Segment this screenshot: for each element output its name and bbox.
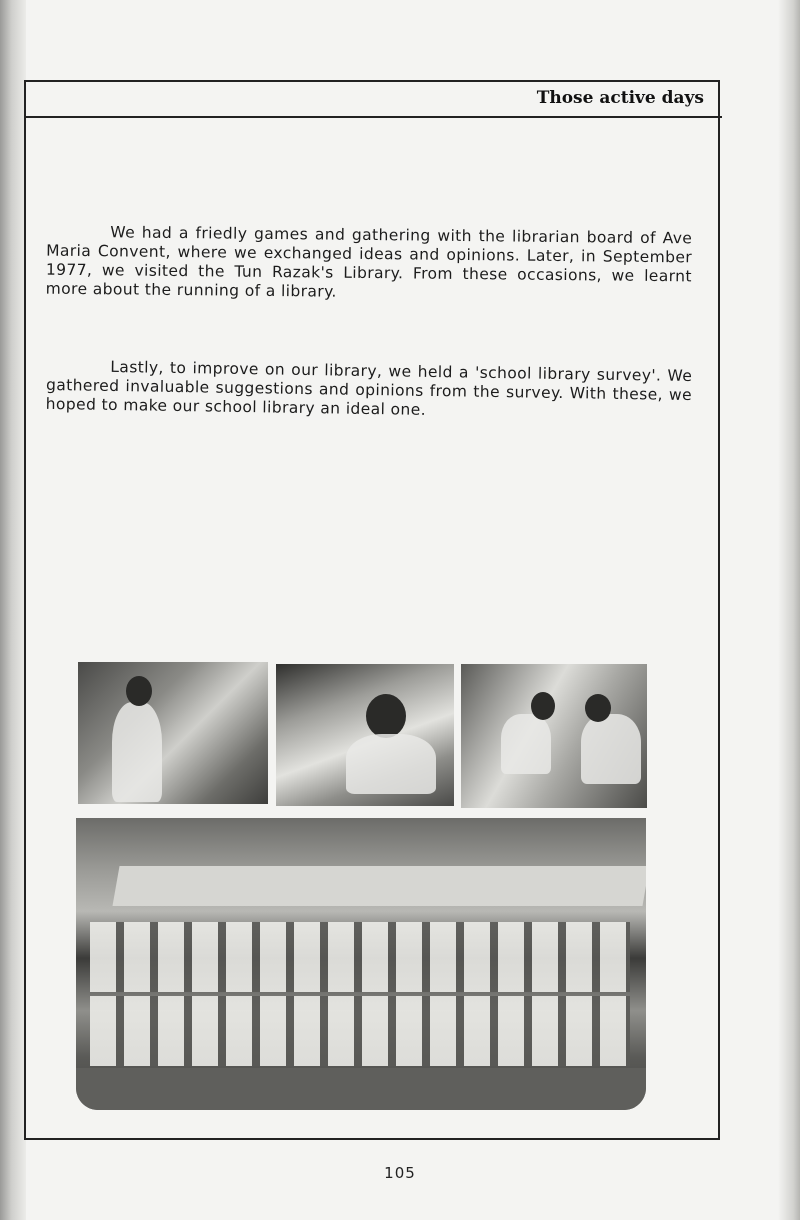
photo-kneeling-row [90,996,630,1066]
photo-figure [112,702,162,802]
paragraph-1: We had a friedly games and gathering with the librarian board of Ave Maria Convent, where we exchanged ideas and opinions. Later, in September 1977, we visited the Tun Razak's Library. From these occasions, we learnt more about the running of a library. [45,223,693,301]
photo-figure-head [531,692,555,720]
page-edge-shadow [778,0,800,1220]
photo-student-at-shelf [78,662,268,804]
header-bar [24,80,722,118]
photo-lawn [76,1068,646,1110]
photo-group-portrait [76,818,646,1110]
photo-figure-head [585,694,611,722]
photo-figure [501,714,551,774]
book-spine-shadow [0,0,26,1220]
page-number: 105 [384,1164,416,1182]
photo-figure [346,734,436,794]
photo-figure-head [126,676,152,706]
photo-standing-row [90,922,630,992]
photo-student-reading [276,664,454,806]
photo-figure-head [366,694,406,738]
photo-building-roof [112,866,646,906]
section-title: Those active days [536,88,704,108]
photo-figure [581,714,641,784]
paragraph-2: Lastly, to improve on our library, we held a 'school library survey'. We gathered invaluable suggestions and opinions from the survey. With these, we hoped to make our school library an ideal one. [45,357,693,419]
photo-students-at-table [461,664,647,808]
